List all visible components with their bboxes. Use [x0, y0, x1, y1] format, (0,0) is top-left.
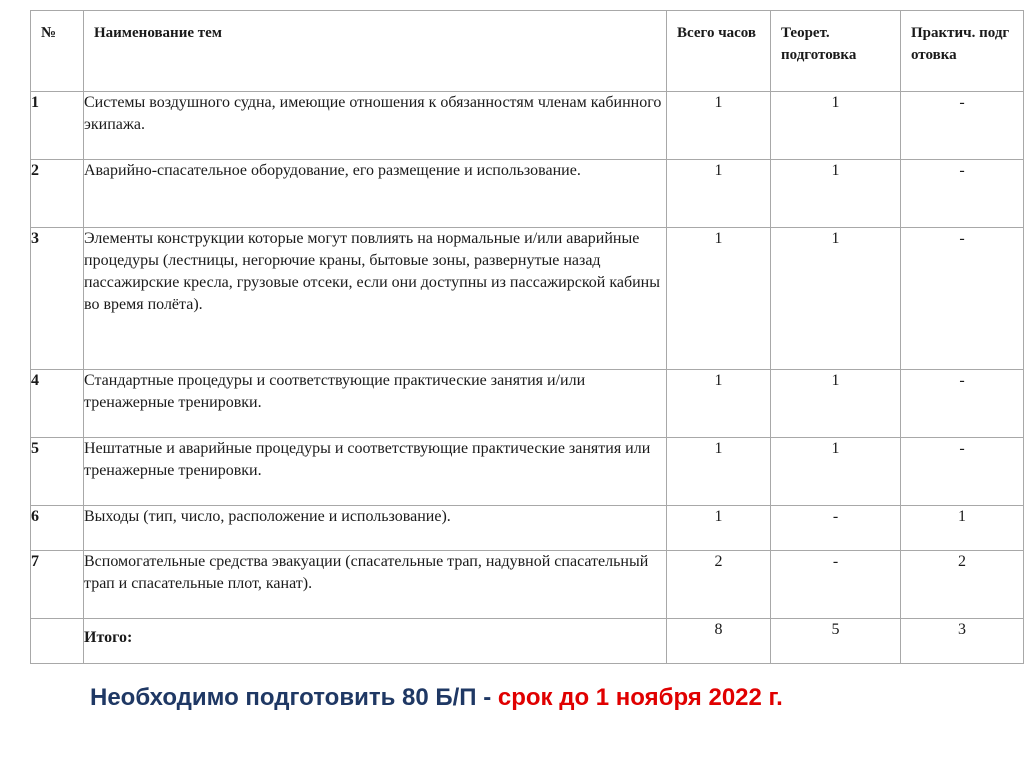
table-row: [31, 370, 1024, 438]
header-total-hours: Всего часов: [667, 11, 771, 92]
row-topic: Элементы конструкции которые могут повлиять на нормальные и/или аварийные процедуры (лестницы, негорючие краны, бытовые зоны, развернутые назад пассажирские кресла, грузовые отсеки, если они доступны из пассажирской кабины во время полёта).: [84, 228, 667, 370]
header-practice: Практич. подготовка: [901, 11, 1024, 92]
row-practice: 1: [901, 506, 1024, 551]
table-row: [31, 92, 1024, 160]
total-theory: 5: [771, 619, 901, 664]
row-num: 2: [31, 160, 84, 228]
row-theory: 1: [771, 160, 901, 228]
header-topic-name: Наименование тем: [84, 11, 667, 92]
row-theory: 1: [771, 92, 901, 160]
total-num-cell: [31, 619, 84, 664]
row-total: 1: [667, 92, 771, 160]
table-header-row: [31, 11, 1024, 92]
row-practice: -: [901, 228, 1024, 370]
table-row: [31, 551, 1024, 619]
row-theory: -: [771, 506, 901, 551]
curriculum-table: [30, 10, 1024, 664]
footer-deadline: срок до 1 ноября 2022 г.: [491, 684, 783, 711]
header-num: №: [31, 11, 84, 92]
table-total-row: [31, 619, 1024, 664]
row-num: 7: [31, 551, 84, 619]
row-total: 1: [667, 506, 771, 551]
table-row: [31, 228, 1024, 370]
table-row: [31, 438, 1024, 506]
row-theory: 1: [771, 228, 901, 370]
footer-note: [90, 684, 783, 712]
row-total: 1: [667, 160, 771, 228]
total-label: Итого:: [84, 619, 667, 664]
table-row: [31, 506, 1024, 551]
row-num: 5: [31, 438, 84, 506]
row-topic: Вспомогательные средства эвакуации (спасательные трап, надувной спасательный трап и спасательные плот, канат).: [84, 551, 667, 619]
row-num: 4: [31, 370, 84, 438]
row-num: 3: [31, 228, 84, 370]
row-total: 1: [667, 370, 771, 438]
row-topic: Системы воздушного судна, имеющие отношения к обязанностям членам кабинного экипажа.: [84, 92, 667, 160]
row-theory: -: [771, 551, 901, 619]
row-practice: 2: [901, 551, 1024, 619]
row-total: 1: [667, 228, 771, 370]
row-practice: -: [901, 438, 1024, 506]
row-total: 1: [667, 438, 771, 506]
row-total: 2: [667, 551, 771, 619]
row-practice: -: [901, 92, 1024, 160]
total-hours: 8: [667, 619, 771, 664]
row-theory: 1: [771, 438, 901, 506]
row-practice: -: [901, 160, 1024, 228]
row-practice: -: [901, 370, 1024, 438]
row-topic: Выходы (тип, число, расположение и использование).: [84, 506, 667, 551]
table-row: [31, 160, 1024, 228]
row-num: 1: [31, 92, 84, 160]
row-topic: Аварийно-спасательное оборудование, его размещение и использование.: [84, 160, 667, 228]
row-num: 6: [31, 506, 84, 551]
header-theory: Теорет. подготовка: [771, 11, 901, 92]
row-topic: Нештатные и аварийные процедуры и соответствующие практические занятия или тренажерные тренировки.: [84, 438, 667, 506]
total-practice: 3: [901, 619, 1024, 664]
row-topic: Стандартные процедуры и соответствующие практические занятия и/или тренажерные тренировки.: [84, 370, 667, 438]
row-theory: 1: [771, 370, 901, 438]
footer-requirement: Необходимо подготовить 80 Б/П -: [90, 684, 492, 711]
